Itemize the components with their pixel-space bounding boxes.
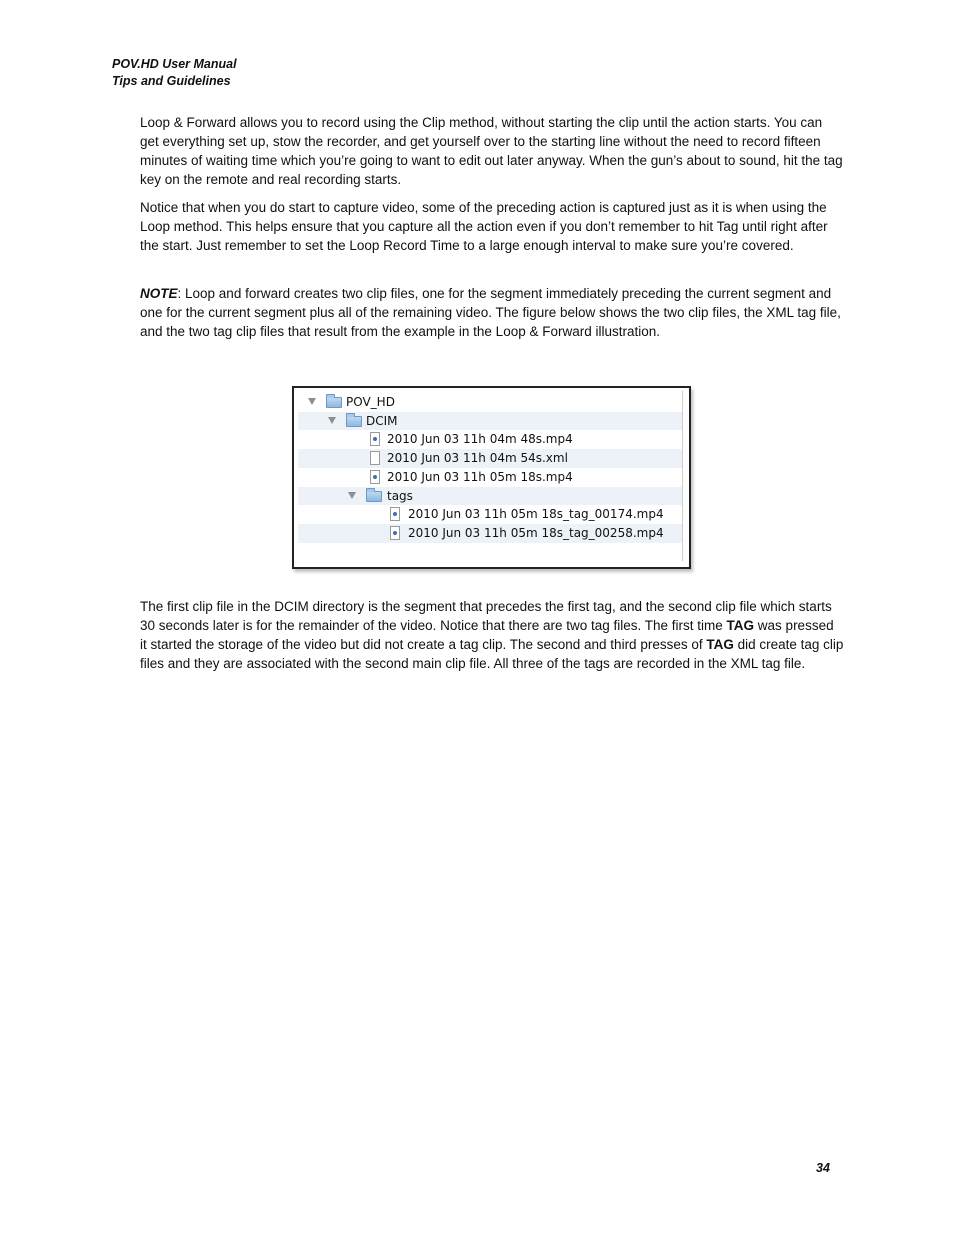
file-name: POV_HD — [346, 395, 395, 409]
file-row-dcim[interactable] — [298, 412, 682, 431]
video-file-icon — [390, 507, 400, 521]
explanation-part-3: did create tag clip files and they are associated with the second main clip file. All three of the tags are recorded in the XML tag file. — [140, 637, 844, 671]
explanation-part-2: was pressed it started the storage of the video but did not create a tag clip. The second and third presses of — [140, 618, 834, 652]
page-number: 34 — [816, 1161, 830, 1175]
paragraph-notice: Notice that when you do start to capture video, some of the preceding action is captured just as it is when using the Loop method. This helps ensure that you capture all the action even if you don’t remember to hit Tag until right after the start. Just remember to set the Loop Record Time to a large enough interval to make sure you’re covered. — [140, 200, 828, 253]
note-label: NOTE — [140, 286, 178, 301]
file-row-tags[interactable] — [298, 487, 682, 506]
disclosure-triangle-icon[interactable] — [308, 398, 316, 405]
file-row-clip-1[interactable] — [298, 430, 682, 449]
running-header — [112, 56, 237, 90]
file-row-tag-clip-1[interactable] — [298, 505, 682, 524]
file-name: 2010 Jun 03 11h 04m 54s.xml — [387, 451, 568, 466]
note-text: : Loop and forward creates two clip files, one for the segment immediately preceding the current segment and one for the current segment plus all of the remaining video. The figure below shows the two clip files, the XML tag file, and the two tag clip files that result from the example in the Loop & Forward illustration. — [140, 286, 841, 339]
finder-file-list-figure — [292, 386, 691, 569]
file-list — [298, 391, 683, 561]
file-name: 2010 Jun 03 11h 05m 18s.mp4 — [387, 469, 573, 484]
file-name: 2010 Jun 03 11h 05m 18s_tag_00174.mp4 — [408, 507, 664, 522]
video-file-icon — [390, 526, 400, 540]
file-name: tags — [387, 488, 413, 503]
paragraph-note — [140, 284, 844, 341]
paragraph-clip-explanation — [140, 597, 844, 673]
tag-keyword: TAG — [726, 618, 755, 633]
file-row-empty — [298, 543, 682, 562]
file-name: 2010 Jun 03 11h 05m 18s_tag_00258.mp4 — [408, 525, 664, 540]
file-name: 2010 Jun 03 11h 04m 48s.mp4 — [387, 432, 573, 447]
file-row-tag-clip-2[interactable] — [298, 524, 682, 543]
folder-icon — [366, 491, 382, 502]
folder-icon — [346, 416, 362, 427]
disclosure-triangle-icon[interactable] — [348, 492, 356, 499]
disclosure-triangle-icon[interactable] — [328, 417, 336, 424]
file-row-xml[interactable] — [298, 449, 682, 468]
explanation-part-1: The first clip file in the DCIM directory is the segment that precedes the first tag, and the second clip file which starts 30 seconds later is for the remainder of the video. Notice that there are two tag files. The first time — [140, 599, 832, 633]
video-file-icon — [370, 432, 380, 446]
paragraph-loop-forward: Loop & Forward allows you to record using the Clip method, without starting the clip until the action starts. You can get everything set up, stow the recorder, and get yourself over to the starting line without the need to record fifteen minutes of waiting time which you’re going to want to edit out later anyway. When the gun’s about to sound, hit the tag key on the remote and real recording starts. — [140, 115, 843, 187]
section-title: Tips and Guidelines — [112, 74, 231, 88]
file-name: DCIM — [366, 413, 398, 428]
document-file-icon — [370, 451, 380, 465]
video-file-icon — [370, 470, 380, 484]
file-row-pov-hd[interactable] — [298, 393, 682, 412]
tag-keyword: TAG — [706, 637, 734, 652]
folder-icon — [326, 397, 342, 408]
manual-title: POV.HD User Manual — [112, 57, 237, 71]
file-row-clip-2[interactable] — [298, 468, 682, 487]
